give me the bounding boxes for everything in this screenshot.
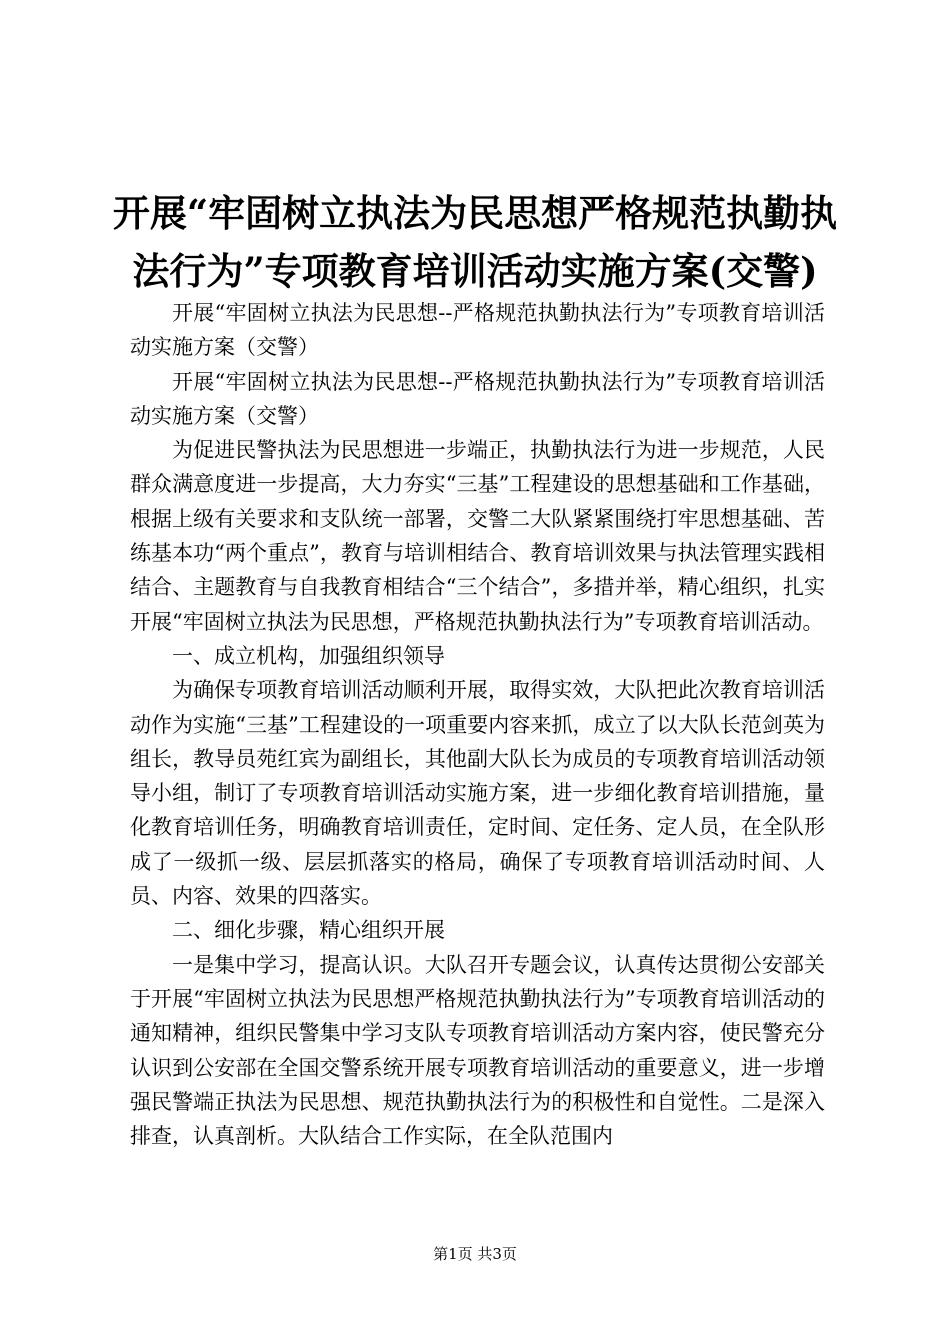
paragraph-intro: 为促进民警执法为民思想进一步端正，执勤执法行为进一步规范，人民群众满意度进一步提高，大力夯实“三基”工程建设的思想基础和工作基础，根据上级有关要求和支队统一部署，交警二大队紧紧围绕打牢思想基础、苦练基本功“两个重点”，教育与培训相结合、教育培训效果与执法管理实践相结合、主题教育与自我教育相结合“三个结合”，多措并举，精心组织，扎实开展“牢固树立执法为民思想，严格规范执勤执法行为”专项教育培训活动。 [130, 438, 825, 634]
section-heading-1: 一、成立机构，加强组织领导 [172, 643, 445, 668]
document-body [130, 296, 825, 1153]
paragraph-subtitle-2: 开展“牢固树立执法为民思想--严格规范执勤执法行为”专项教育培训活动实施方案（交警） [130, 369, 825, 428]
document-title [110, 184, 840, 300]
paragraph-subtitle-1: 开展“牢固树立执法为民思想--严格规范执勤执法行为”专项教育培训活动实施方案（交警） [130, 301, 825, 360]
paragraph-section-1: 为确保专项教育培训活动顺利开展，取得实效，大队把此次教育培训活动作为实施“三基”工程建设的一项重要内容来抓，成立了以大队长范剑英为组长，教导员苑红宾为副组长，其他副大队长为成员的专项教育培训活动领导小组，制订了专项教育培训活动实施方案，进一步细化教育培训措施，量化教育培训任务，明确教育培训责任，定时间、定任务、定人员，在全队形成了一级抓一级、层层抓落实的格局，确保了专项教育培训活动时间、人员、内容、效果的四落实。 [130, 678, 825, 909]
document-title-line-2: 法行为”专项教育培训活动实施方案(交警) [132, 249, 818, 293]
section-heading-2: 二、细化步骤，精心组织开展 [172, 918, 445, 943]
document-title-line-1: 开展“牢固树立执法为民思想严格规范执勤执 [112, 191, 838, 235]
paragraph-section-2: 一是集中学习，提高认识。大队召开专题会议，认真传达贯彻公安部关于开展“牢固树立执法为民思想严格规范执勤执法行为”专项教育培训活动的通知精神，组织民警集中学习支队专项教育培训活动方案内容，使民警充分认识到公安部在全国交警系统开展专项教育培训活动的重要意义，进一步增强民警端正执法为民思想、规范执勤执法行为的积极性和自觉性。二是深入排查，认真剖析。大队结合工作实际，在全队范围内 [130, 952, 825, 1149]
page-footer: 第1页 共3页 [433, 1245, 517, 1263]
